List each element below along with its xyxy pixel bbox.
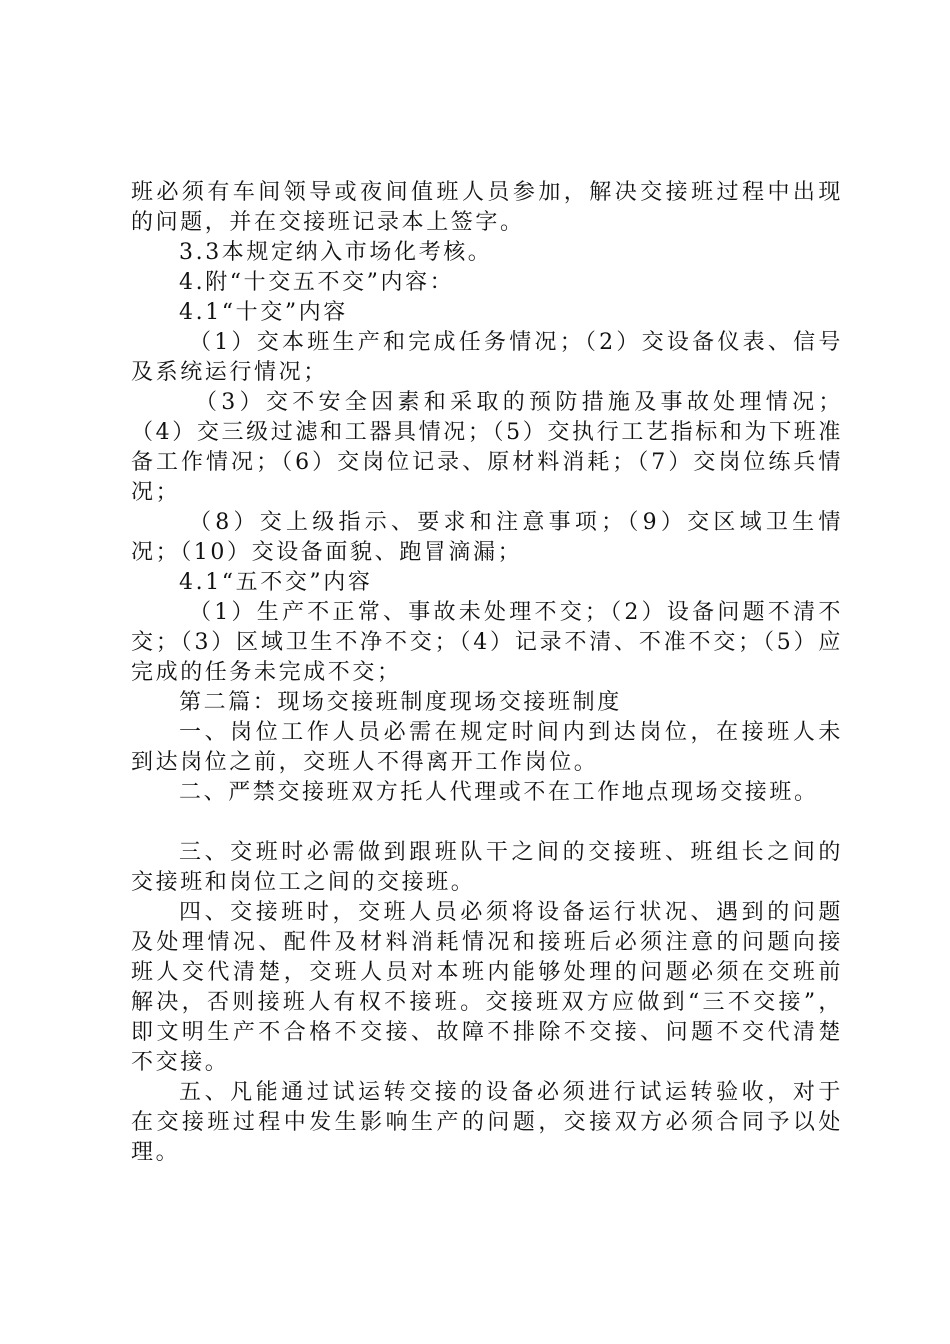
- paragraph-4-1-ten-heading: 4.1“十交”内容: [179, 300, 348, 325]
- paragraph-item-5: 五、凡能通过试运转交接的设备必须进行试运转验收，对于在交接班过程中发生影响生产的问题，交接双方必须合同予以处理。: [131, 1080, 843, 1165]
- paragraph-4-heading: 4.附“十交五不交”内容：: [179, 270, 455, 295]
- paragraph-chapter-2-title: 第二篇：现场交接班制度现场交接班制度: [179, 690, 622, 715]
- paragraph-five-items: （1）生产不正常、事故未处理不交；（2）设备问题不清不交；（3）区域卫生不净不交；（4）记录不清、不准不交；（5）应完成的任务未完成不交；: [131, 600, 843, 685]
- blank-line: [131, 808, 843, 838]
- paragraph-3-3: 3.3本规定纳入市场化考核。: [179, 240, 493, 265]
- paragraph-ten-items-1-2: （1）交本班生产和完成任务情况；（2）交设备仪表、信号及系统运行情况；: [131, 330, 843, 385]
- paragraph-item-2: 二、严禁交接班双方托人代理或不在工作地点现场交接班。: [179, 780, 819, 805]
- paragraph-item-1: 一、岗位工作人员必需在规定时间内到达岗位，在接班人未到达岗位之前，交班人不得离开工作岗位。: [131, 720, 843, 775]
- paragraph-ten-items-8-10: （8）交上级指示、要求和注意事项；（9）交区域卫生情况；（10）交设备面貌、跑冒滴漏；: [131, 510, 843, 565]
- paragraph-item-4: 四、交接班时，交班人员必须将设备运行状况、遇到的问题及处理情况、配件及材料消耗情况和接班后必须注意的问题向接班人交代清楚，交班人员对本班内能够处理的问题必须在交班前解决，否则接班人有权不接班。交接班双方应做到“三不交接”，即文明生产不合格不交接、故障不排除不交接、问题不交代清楚不交接。: [131, 900, 843, 1075]
- paragraph-4-1-five-heading: 4.1“五不交”内容: [179, 570, 373, 595]
- paragraph-ten-items-3-7: （3）交不安全因素和采取的预防措施及事故处理情况；（4）交三级过滤和工器具情况；（5）交执行工艺指标和为下班准备工作情况；（6）交岗位记录、原材料消耗；（7）交岗位练兵情况；: [131, 390, 843, 505]
- paragraph-continuation: 班必须有车间领导或夜间值班人员参加，解决交接班过程中出现的问题，并在交接班记录本上签字。: [131, 180, 843, 235]
- document-body: [131, 178, 843, 1168]
- paragraph-item-3: 三、交班时必需做到跟班队干之间的交接班、班组长之间的交接班和岗位工之间的交接班。: [131, 840, 843, 895]
